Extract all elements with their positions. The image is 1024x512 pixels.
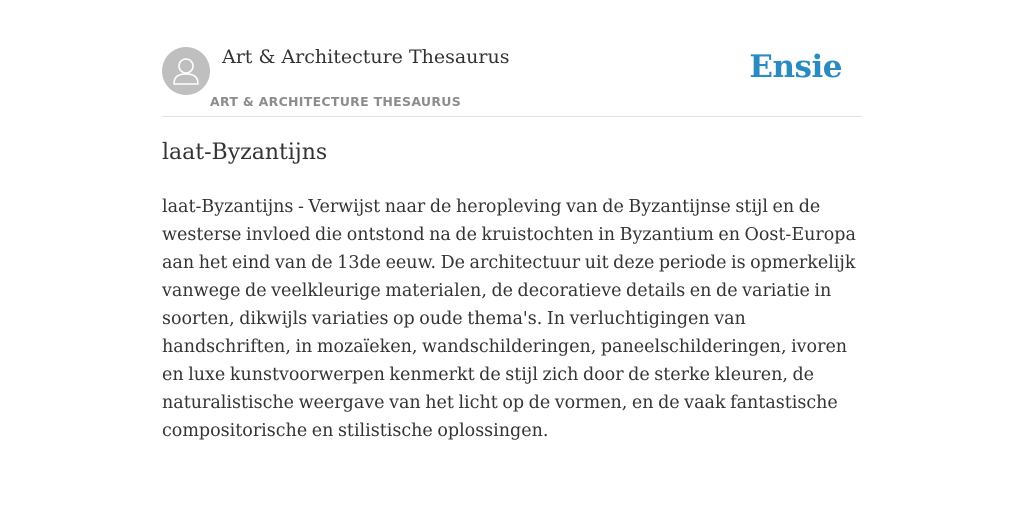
source-header — [162, 44, 862, 117]
definition-text: laat-Byzantijns - Verwijst naar de heropleving van de Byzantijnse stijl en de westerse invloed die ontstond na de kruistochten in Byzantium en Oost-Europa aan het eind van de 13de eeuw. De architectuur uit deze periode is opmerkelijk vanwege de veelkleurige materialen, de decoratieve details en de variatie in soorten, dikwijls variaties op oude thema's. In verluchtigingen van handschriften, in mozaïeken, wandschilderingen, paneelschilderingen, ivoren en luxe kunstvoorwerpen kenmerkt de stijl zich door de sterke kleuren, de naturalistische weergave van het licht op de vormen, en de vaak fantastische compositorische en stilistische oplossingen. — [162, 197, 856, 441]
avatar[interactable] — [162, 47, 210, 95]
source-title[interactable]: Art & Architecture Thesaurus — [222, 46, 510, 68]
user-outline-icon — [162, 47, 210, 95]
source-subtitle: ART & ARCHITECTURE THESAURUS — [210, 94, 462, 109]
ensie-logo[interactable]: Ensie — [749, 49, 842, 85]
page-title: laat-Byzantijns — [162, 140, 328, 165]
